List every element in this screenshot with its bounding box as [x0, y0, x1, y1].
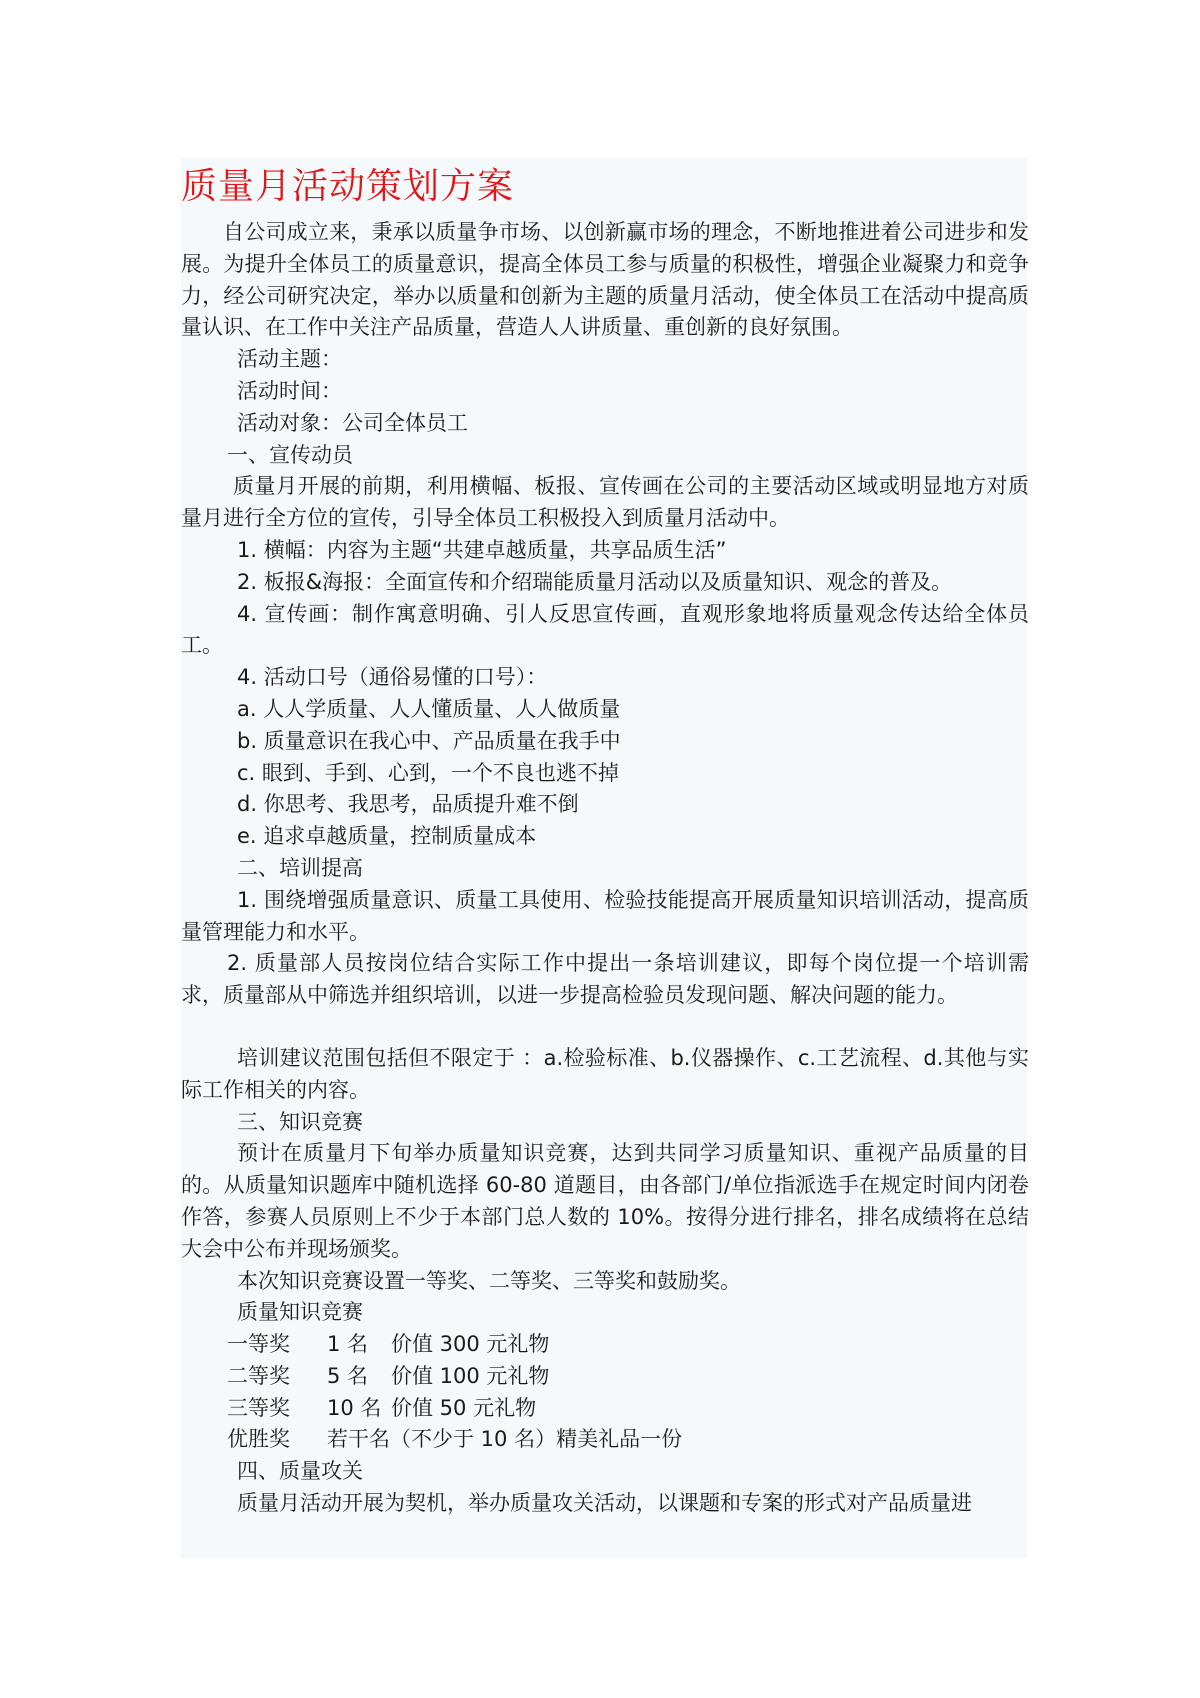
prize-count: 若干名（不少于 10 名）精美礼品一份 [327, 1427, 683, 1452]
prize-value: 价值 50 元礼物 [391, 1395, 537, 1420]
prize-row [181, 1393, 1029, 1425]
intro-paragraph: 自公司成立来，秉承以质量争市场、以创新赢市场的理念，不断地推进着公司进步和发展。为提升全体员工的质量意识，提高全体员工参与质量的积极性，增强企业凝聚力和竞争力，经公司研究决定，举办以质量和创新为主题的质量月活动，使全体员工在活动中提高质量认识、在工作中关注产品质量，营造人人讲质量、重创新的良好氛围。 [181, 220, 1029, 340]
activity-time: 活动时间： [237, 378, 342, 403]
prize-row [181, 1424, 1029, 1456]
prize-name: 二等奖 [227, 1363, 290, 1388]
section-3-heading: 三、知识竞赛 [237, 1109, 363, 1134]
slogan-item: d. 你思考、我思考，品质提升难不倒 [237, 792, 579, 817]
section-1-item-slogan: 4. 活动口号（通俗易懂的口号）： [237, 665, 548, 690]
slogan-item: c. 眼到、手到、心到，一个不良也逃不掉 [237, 760, 619, 785]
prize-table-title: 质量知识竞赛 [237, 1300, 363, 1325]
section-1-item-banner: 1. 横幅：内容为主题“共建卓越质量，共享品质生活” [237, 537, 727, 562]
section-2-paragraph-3: 培训建议范围包括但不限定于 ：a.检验标准、b.仪器操作、c.工艺流程、d.其他与实际工作相关的内容。 [181, 1045, 1029, 1102]
document-content [181, 163, 1029, 1520]
document-title: 质量月活动策划方案 [181, 166, 515, 207]
section-2-heading: 二、培训提高 [237, 855, 363, 880]
section-3-paragraph-2: 本次知识竞赛设置一等奖、二等奖、三等奖和鼓励奖。 [237, 1268, 741, 1293]
prize-name: 优胜奖 [227, 1427, 290, 1452]
section-4-paragraph: 质量月活动开展为契机，举办质量攻关活动，以课题和专案的形式对产品质量进 [237, 1491, 972, 1516]
prize-name: 一等奖 [227, 1332, 290, 1357]
prize-value: 价值 100 元礼物 [391, 1363, 550, 1388]
prize-row [181, 1329, 1029, 1361]
slogan-item: a. 人人学质量、人人懂质量、人人做质量 [237, 696, 621, 721]
spacer [181, 1012, 1029, 1043]
prize-count: 10 名 [327, 1395, 382, 1420]
section-2-paragraph-2: 2. 质量部人员按岗位结合实际工作中提出一条培训建议，即每个岗位提一个培训需求，质量部从中筛选并组织培训，以进一步提高检验员发现问题、解决问题的能力。 [181, 951, 1029, 1008]
section-1-paragraph: 质量月开展的前期，利用横幅、板报、宣传画在公司的主要活动区域或明显地方对质量月进行全方位的宣传，引导全体员工积极投入到质量月活动中。 [181, 474, 1029, 531]
prize-row [181, 1361, 1029, 1393]
section-2-paragraph-1: 1. 围绕增强质量意识、质量工具使用、检验技能提高开展质量知识培训活动，提高质量管理能力和水平。 [181, 887, 1029, 944]
prize-value: 价值 300 元礼物 [391, 1332, 550, 1357]
prize-count: 1 名 [327, 1332, 369, 1357]
prize-name: 三等奖 [227, 1395, 290, 1420]
slogan-item: e. 追求卓越质量，控制质量成本 [237, 824, 537, 849]
section-1-item-poster: 4. 宣传画：制作寓意明确、引人反思宣传画，直观形象地将质量观念传达给全体员工。 [181, 601, 1029, 658]
activity-target: 活动对象：公司全体员工 [237, 410, 468, 435]
section-1-heading: 一、宣传动员 [227, 442, 353, 467]
slogan-item: b. 质量意识在我心中、产品质量在我手中 [237, 728, 621, 753]
section-3-paragraph-1: 预计在质量月下旬举办质量知识竞赛，达到共同学习质量知识、重视产品质量的目的。从质量知识题库中随机选择 60-80 道题目，由各部门/单位指派选手在规定时间内闭卷作答，参赛人员原则上不少于本部门总人数的 10%。按得分进行排名，排名成绩将在总结大会中公布并现场颁奖。 [181, 1141, 1029, 1261]
prize-count: 5 名 [327, 1363, 369, 1388]
section-1-item-board: 2. 板报&海报：全面宣传和介绍瑞能质量月活动以及质量知识、观念的普及。 [237, 569, 953, 594]
activity-theme: 活动主题： [237, 347, 342, 372]
section-4-heading: 四、质量攻关 [237, 1459, 363, 1484]
